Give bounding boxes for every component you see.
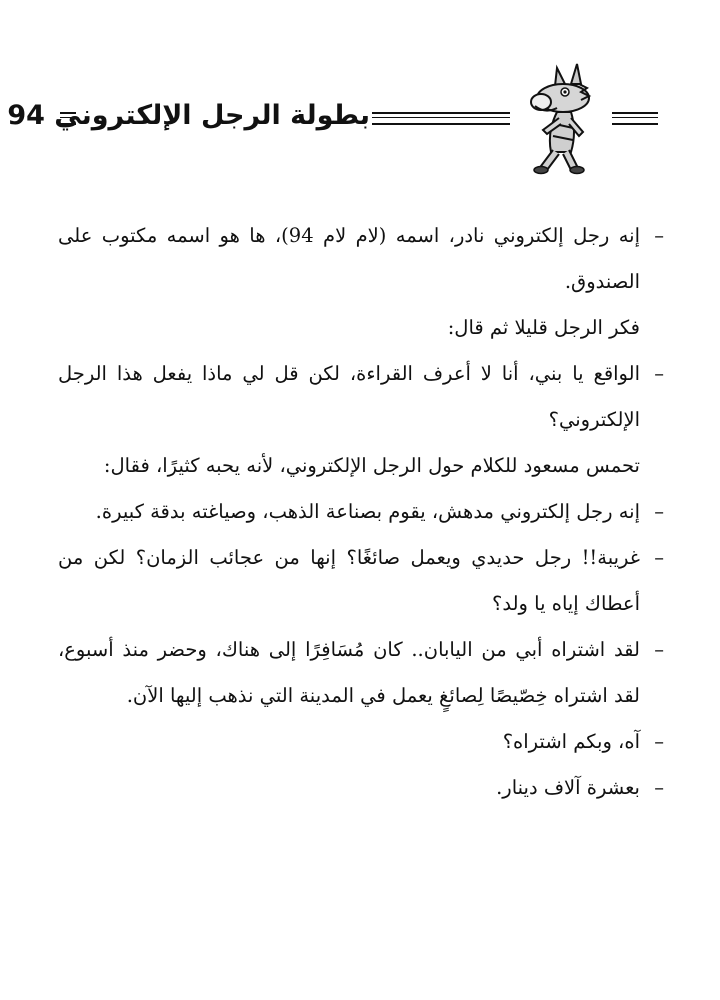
dialog-dash: – [654, 776, 664, 799]
page-title: بطولة الرجل الإلكتروني 94 [7, 100, 370, 131]
donkey-mascot-icon [517, 62, 609, 177]
paragraph-text: الواقع يا بني، أنا لا أعرف القراءة، لكن قل لي ماذا يفعل هذا الرجل الإلكتروني؟ [58, 362, 640, 431]
paragraph-text: إنه رجل إلكتروني نادر، اسمه (لام لام 94)، ها هو اسمه مكتوب على الصندوق. [58, 224, 640, 293]
dialog-line-6 [58, 719, 664, 765]
narration-line-2 [58, 443, 664, 489]
paragraph-text: تحمس مسعود للكلام حول الرجل الإلكتروني، لأنه يحبه كثيرًا، فقال: [103, 454, 640, 477]
dialog-dash: – [654, 362, 664, 385]
paragraph-text: غريبة!! رجل حديدي ويعمل صائغًا؟ إنها من عجائب الزمان؟ لكن من أعطاك إياه يا ولد؟ [58, 546, 640, 615]
dialog-line-2 [58, 351, 664, 443]
dialog-line-7 [58, 765, 664, 811]
page-header [0, 62, 720, 177]
dialog-dash: – [654, 730, 664, 753]
dialog-line-4 [58, 535, 664, 627]
dialog-line-3 [58, 489, 664, 535]
dialog-dash: – [654, 546, 664, 569]
paragraph-text: بعشرة آلاف دينار. [496, 776, 640, 799]
paragraph-text: آه، وبكم اشتراه؟ [502, 730, 640, 753]
paragraph-text: فكر الرجل قليلا ثم قال: [447, 316, 640, 339]
header-rule-right [612, 112, 658, 125]
mascot-image [517, 62, 609, 177]
header-rule-left [60, 112, 76, 125]
dialog-dash: – [654, 500, 664, 523]
paragraph-text: لقد اشتراه أبي من اليابان.. كان مُسَافِرًا إلى هناك، وحضر منذ أسبوع، لقد اشتراه خِصّيصًا لِصائغٍ يعمل في المدينة التي نذهب إليها الآن. [58, 638, 640, 707]
paragraph-text: إنه رجل إلكتروني مدهش، يقوم بصناعة الذهب، وصياغته بدقة كبيرة. [95, 500, 640, 523]
narration-line-1 [58, 305, 664, 351]
dialog-line-5 [58, 627, 664, 719]
dialog-line-1 [58, 213, 664, 305]
story-text [58, 213, 664, 811]
header-rule-middle [372, 112, 510, 125]
dialog-dash: – [654, 638, 664, 661]
dialog-dash: – [654, 224, 664, 247]
